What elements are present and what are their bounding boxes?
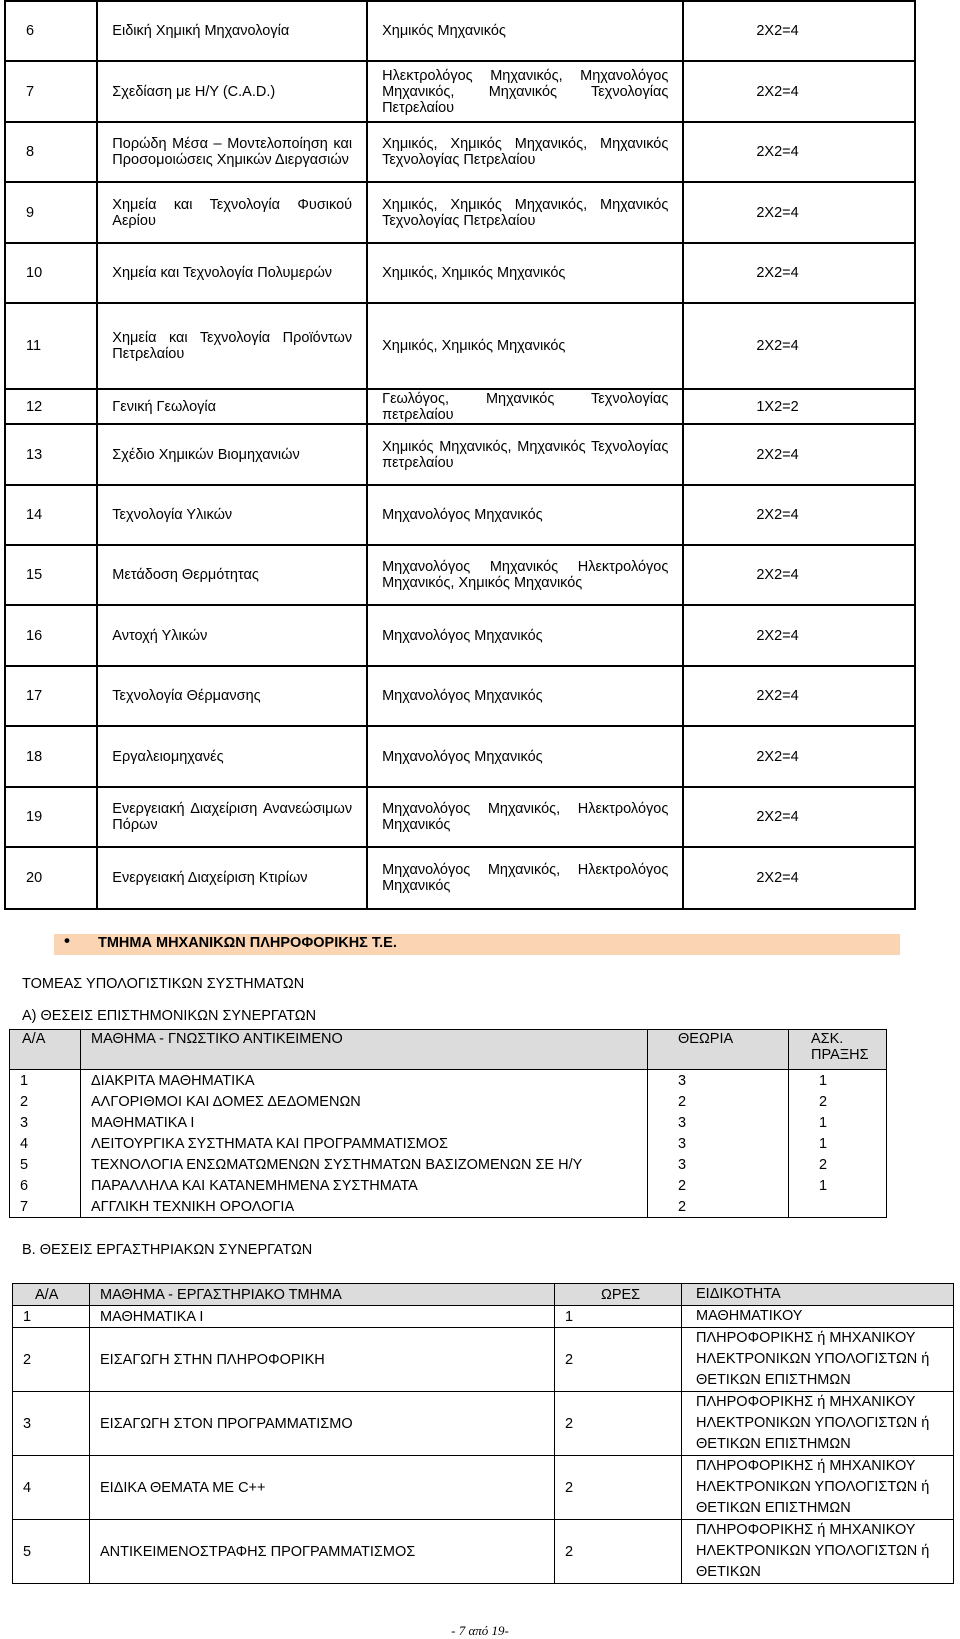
- hours-cell: 1Χ2=2: [683, 389, 915, 424]
- subject-cell: ΕΙΔΙΚΑ ΘΕΜΑΤΑ ΜΕ C++: [90, 1456, 555, 1520]
- table-header-row: [13, 1284, 954, 1306]
- row-number: 10: [5, 243, 97, 303]
- row-number: 20: [5, 847, 97, 909]
- department-heading: [54, 931, 900, 955]
- table-row: [10, 1133, 887, 1154]
- table-row: [10, 1091, 887, 1112]
- hours-cell: 2Χ2=4: [683, 726, 915, 787]
- row-number: 19: [5, 787, 97, 847]
- subject-cell: ΤΕΧΝΟΛΟΓΙΑ ΕΝΣΩΜΑΤΩΜΕΝΩΝ ΣΥΣΤΗΜΑΤΩΝ ΒΑΣΙΖΟΜΕΝΩΝ ΣΕ Η/Υ: [81, 1154, 648, 1175]
- table-row: [5, 303, 915, 389]
- table-row: [5, 545, 915, 605]
- specialty-cell: ΠΛΗΡΟΦΟΡΙΚΗΣ ή ΜΗΧΑΝΙΚΟΥ ΗΛΕΚΤΡΟΝΙΚΩΝ ΥΠΟΛΟΓΙΣΤΩΝ ή ΘΕΤΙΚΩΝ ΕΠΙΣΤΗΜΩΝ: [682, 1328, 954, 1392]
- sector-title: ΤΟΜΕΑΣ ΥΠΟΛΟΓΙΣΤΙΚΩΝ ΣΥΣΤΗΜΑΤΩΝ: [22, 976, 305, 992]
- specialty-cell: ΠΛΗΡΟΦΟΡΙΚΗΣ ή ΜΗΧΑΝΙΚΟΥ ΗΛΕΚΤΡΟΝΙΚΩΝ ΥΠΟΛΟΓΙΣΤΩΝ ή ΘΕΤΙΚΩΝ: [682, 1520, 954, 1584]
- table-row: [13, 1306, 954, 1328]
- row-number: 12: [5, 389, 97, 424]
- subject-cell: Εργαλειομηχανές: [97, 726, 367, 787]
- theory-cell: 3: [648, 1112, 789, 1133]
- subject-cell: ΑΛΓΟΡΙΘΜΟΙ ΚΑΙ ΔΟΜΕΣ ΔΕΔΟΜΕΝΩΝ: [81, 1091, 648, 1112]
- specialty-cell: Χημικός Μηχανικός: [367, 1, 683, 61]
- hours-cell: 2: [555, 1520, 682, 1584]
- hours-cell: 2Χ2=4: [683, 122, 915, 182]
- specialty-cell: Γεωλόγος, Μηχανικός Τεχνολογίας πετρελαίου: [367, 389, 683, 424]
- theory-cell: 2: [648, 1091, 789, 1112]
- theory-cell: 2: [648, 1196, 789, 1218]
- subject-cell: Τεχνολογία Θέρμανσης: [97, 666, 367, 726]
- hours-cell: 2Χ2=4: [683, 243, 915, 303]
- subject-cell: Ενεργειακή Διαχείριση Ανανεώσιμων Πόρων: [97, 787, 367, 847]
- row-number: 13: [5, 424, 97, 485]
- table-row: [10, 1154, 887, 1175]
- table-row: [10, 1175, 887, 1196]
- specialty-cell: Μηχανολόγος Μηχανικός Ηλεκτρολόγος Μηχανικός, Χημικός Μηχανικός: [367, 545, 683, 605]
- subject-cell: Χημεία και Τεχνολογία Φυσικού Αερίου: [97, 182, 367, 243]
- hours-cell: 2Χ2=4: [683, 424, 915, 485]
- department-title: ΤΜΗΜΑ ΜΗΧΑΝΙΚΩΝ ΠΛΗΡΟΦΟΡΙΚΗΣ Τ.Ε.: [98, 935, 397, 951]
- hours-cell: 2: [555, 1328, 682, 1392]
- subject-cell: Αντοχή Υλικών: [97, 605, 367, 666]
- page-footer: - 7 από 19-: [451, 1623, 509, 1638]
- scientific-collaborators-table: [9, 1029, 887, 1218]
- table-row: [5, 182, 915, 243]
- hours-cell: 2: [555, 1456, 682, 1520]
- hours-cell: 2Χ2=4: [683, 787, 915, 847]
- practice-cell: 1: [789, 1175, 887, 1196]
- theory-cell: 3: [648, 1070, 789, 1092]
- practice-cell: 1: [789, 1133, 887, 1154]
- row-number: 3: [13, 1392, 90, 1456]
- specialty-cell: Μηχανολόγος Μηχανικός, Ηλεκτρολόγος Μηχανικός: [367, 847, 683, 909]
- specialty-cell: ΠΛΗΡΟΦΟΡΙΚΗΣ ή ΜΗΧΑΝΙΚΟΥ ΗΛΕΚΤΡΟΝΙΚΩΝ ΥΠΟΛΟΓΙΣΤΩΝ ή ΘΕΤΙΚΩΝ ΕΠΙΣΤΗΜΩΝ: [682, 1392, 954, 1456]
- specialty-cell: Χημικός, Χημικός Μηχανικός, Μηχανικός Τεχνολογίας Πετρελαίου: [367, 122, 683, 182]
- table-row: [13, 1520, 954, 1584]
- row-number: 16: [5, 605, 97, 666]
- hours-cell: 2Χ2=4: [683, 545, 915, 605]
- table-row: [5, 389, 915, 424]
- col-header-hours: ΩΡΕΣ: [555, 1284, 682, 1306]
- hours-cell: 2Χ2=4: [683, 303, 915, 389]
- row-number: 18: [5, 726, 97, 787]
- hours-cell: 2Χ2=4: [683, 485, 915, 545]
- col-header-num: Α/Α: [13, 1284, 90, 1306]
- practice-cell: 2: [789, 1154, 887, 1175]
- theory-cell: 2: [648, 1175, 789, 1196]
- specialty-cell: Μηχανολόγος Μηχανικός: [367, 605, 683, 666]
- table-row: [5, 1, 915, 61]
- col-header-subject: ΜΑΘΗΜΑ - ΓΝΩΣΤΙΚΟ ΑΝΤΙΚΕΙΜΕΝΟ: [81, 1030, 648, 1070]
- row-number: 8: [5, 122, 97, 182]
- table-row: [10, 1112, 887, 1133]
- specialty-cell: Ηλεκτρολόγος Μηχανικός, Μηχανολόγος Μηχανικός, Μηχανικός Τεχνολογίας Πετρελαίου: [367, 61, 683, 122]
- subject-cell: ΑΝΤΙΚΕΙΜΕΝΟΣΤΡΑΦΗΣ ΠΡΟΓΡΑΜΜΑΤΙΣΜΟΣ: [90, 1520, 555, 1584]
- row-number: 15: [5, 545, 97, 605]
- hours-cell: 2Χ2=4: [683, 1, 915, 61]
- subject-cell: Μετάδοση Θερμότητας: [97, 545, 367, 605]
- specialty-cell: Μηχανολόγος Μηχανικός: [367, 485, 683, 545]
- specialty-cell: Χημικός, Χημικός Μηχανικός: [367, 243, 683, 303]
- hours-cell: 1: [555, 1306, 682, 1328]
- hours-cell: 2Χ2=4: [683, 605, 915, 666]
- section-b-title: Β. ΘΕΣΕΙΣ ΕΡΓΑΣΤΗΡΙΑΚΩΝ ΣΥΝΕΡΓΑΤΩΝ: [22, 1242, 313, 1258]
- row-number: 6: [10, 1175, 81, 1196]
- table-row: [5, 787, 915, 847]
- row-number: 1: [13, 1306, 90, 1328]
- table-row: [5, 726, 915, 787]
- specialty-cell: Χημικός, Χημικός Μηχανικός: [367, 303, 683, 389]
- row-number: 17: [5, 666, 97, 726]
- table-row: [5, 605, 915, 666]
- col-header-subject: ΜΑΘΗΜΑ - ΕΡΓΑΣΤΗΡΙΑΚΟ ΤΜΗΜΑ: [90, 1284, 555, 1306]
- col-header-specialty: ΕΙΔΙΚΟΤΗΤΑ: [682, 1284, 954, 1306]
- specialties-table-continued: [4, 0, 916, 910]
- table-row: [5, 666, 915, 726]
- row-number: 7: [10, 1196, 81, 1218]
- bullet-icon: •: [64, 931, 70, 950]
- hours-cell: 2Χ2=4: [683, 847, 915, 909]
- table-row: [5, 61, 915, 122]
- table-row: [5, 847, 915, 909]
- subject-cell: ΔΙΑΚΡΙΤΑ ΜΑΘΗΜΑΤΙΚΑ: [81, 1070, 648, 1092]
- specialty-cell: Χημικός Μηχανικός, Μηχανικός Τεχνολογίας πετρελαίου: [367, 424, 683, 485]
- row-number: 7: [5, 61, 97, 122]
- subject-cell: Ειδική Χημική Μηχανολογία: [97, 1, 367, 61]
- section-a-title: Α) ΘΕΣΕΙΣ ΕΠΙΣΤΗΜΟΝΙΚΩΝ ΣΥΝΕΡΓΑΤΩΝ: [22, 1008, 317, 1024]
- table-row: [5, 243, 915, 303]
- subject-cell: Γενική Γεωλογία: [97, 389, 367, 424]
- subject-cell: ΠΑΡΑΛΛΗΛΑ ΚΑΙ ΚΑΤΑΝΕΜΗΜΕΝΑ ΣΥΣΤΗΜΑΤΑ: [81, 1175, 648, 1196]
- practice-cell: 1: [789, 1070, 887, 1092]
- row-number: 5: [10, 1154, 81, 1175]
- row-number: 9: [5, 182, 97, 243]
- table-row: [5, 122, 915, 182]
- table-row: [13, 1392, 954, 1456]
- subject-cell: ΜΑΘΗΜΑΤΙΚΑ Ι: [90, 1306, 555, 1328]
- hours-cell: 2Χ2=4: [683, 182, 915, 243]
- subject-cell: ΜΑΘΗΜΑΤΙΚΑ Ι: [81, 1112, 648, 1133]
- row-number: 11: [5, 303, 97, 389]
- specialty-cell: Χημικός, Χημικός Μηχανικός, Μηχανικός Τεχνολογίας Πετρελαίου: [367, 182, 683, 243]
- subject-cell: ΑΓΓΛΙΚΗ ΤΕΧΝΙΚΗ ΟΡΟΛΟΓΙΑ: [81, 1196, 648, 1218]
- subject-cell: Τεχνολογία Υλικών: [97, 485, 367, 545]
- col-header-theory: ΘΕΩΡΙΑ: [648, 1030, 789, 1070]
- row-number: 2: [10, 1091, 81, 1112]
- hours-cell: 2Χ2=4: [683, 61, 915, 122]
- row-number: 14: [5, 485, 97, 545]
- theory-cell: 3: [648, 1154, 789, 1175]
- practice-cell: 2: [789, 1091, 887, 1112]
- subject-cell: Σχεδίαση με Η/Υ (C.A.D.): [97, 61, 367, 122]
- row-number: 4: [10, 1133, 81, 1154]
- hours-cell: 2Χ2=4: [683, 666, 915, 726]
- hours-cell: 2: [555, 1392, 682, 1456]
- subject-cell: ΕΙΣΑΓΩΓΗ ΣΤΗΝ ΠΛΗΡΟΦΟΡΙΚΗ: [90, 1328, 555, 1392]
- row-number: 3: [10, 1112, 81, 1133]
- row-number: 2: [13, 1328, 90, 1392]
- subject-cell: Πορώδη Μέσα – Μοντελοποίηση και Προσομοιώσεις Χημικών Διεργασιών: [97, 122, 367, 182]
- row-number: 6: [5, 1, 97, 61]
- row-number: 5: [13, 1520, 90, 1584]
- table-row: [13, 1328, 954, 1392]
- table-row: [10, 1070, 887, 1092]
- table-row: [13, 1456, 954, 1520]
- specialty-cell: ΜΑΘΗΜΑΤΙΚΟΥ: [682, 1306, 954, 1328]
- col-header-practice: ΑΣΚ. ΠΡΑΞΗΣ: [789, 1030, 887, 1070]
- specialty-cell: Μηχανολόγος Μηχανικός: [367, 666, 683, 726]
- table-row: [5, 485, 915, 545]
- lab-collaborators-table: [12, 1283, 954, 1584]
- subject-cell: Ενεργειακή Διαχείριση Κτιρίων: [97, 847, 367, 909]
- specialty-cell: ΠΛΗΡΟΦΟΡΙΚΗΣ ή ΜΗΧΑΝΙΚΟΥ ΗΛΕΚΤΡΟΝΙΚΩΝ ΥΠΟΛΟΓΙΣΤΩΝ ή ΘΕΤΙΚΩΝ ΕΠΙΣΤΗΜΩΝ: [682, 1456, 954, 1520]
- col-header-num: Α/Α: [10, 1030, 81, 1070]
- subject-cell: Σχέδιο Χημικών Βιομηχανιών: [97, 424, 367, 485]
- subject-cell: ΕΙΣΑΓΩΓΗ ΣΤΟΝ ΠΡΟΓΡΑΜΜΑΤΙΣΜΟ: [90, 1392, 555, 1456]
- specialty-cell: Μηχανολόγος Μηχανικός: [367, 726, 683, 787]
- theory-cell: 3: [648, 1133, 789, 1154]
- table-header-row: [10, 1030, 887, 1070]
- row-number: 4: [13, 1456, 90, 1520]
- specialty-cell: Μηχανολόγος Μηχανικός, Ηλεκτρολόγος Μηχανικός: [367, 787, 683, 847]
- row-number: 1: [10, 1070, 81, 1092]
- practice-cell: [789, 1196, 887, 1218]
- table-row: [5, 424, 915, 485]
- subject-cell: Χημεία και Τεχνολογία Πολυμερών: [97, 243, 367, 303]
- table-row: [10, 1196, 887, 1218]
- subject-cell: Χημεία και Τεχνολογία Προϊόντων Πετρελαίου: [97, 303, 367, 389]
- practice-cell: 1: [789, 1112, 887, 1133]
- subject-cell: ΛΕΙΤΟΥΡΓΙΚΑ ΣΥΣΤΗΜΑΤΑ ΚΑΙ ΠΡΟΓΡΑΜΜΑΤΙΣΜΟΣ: [81, 1133, 648, 1154]
